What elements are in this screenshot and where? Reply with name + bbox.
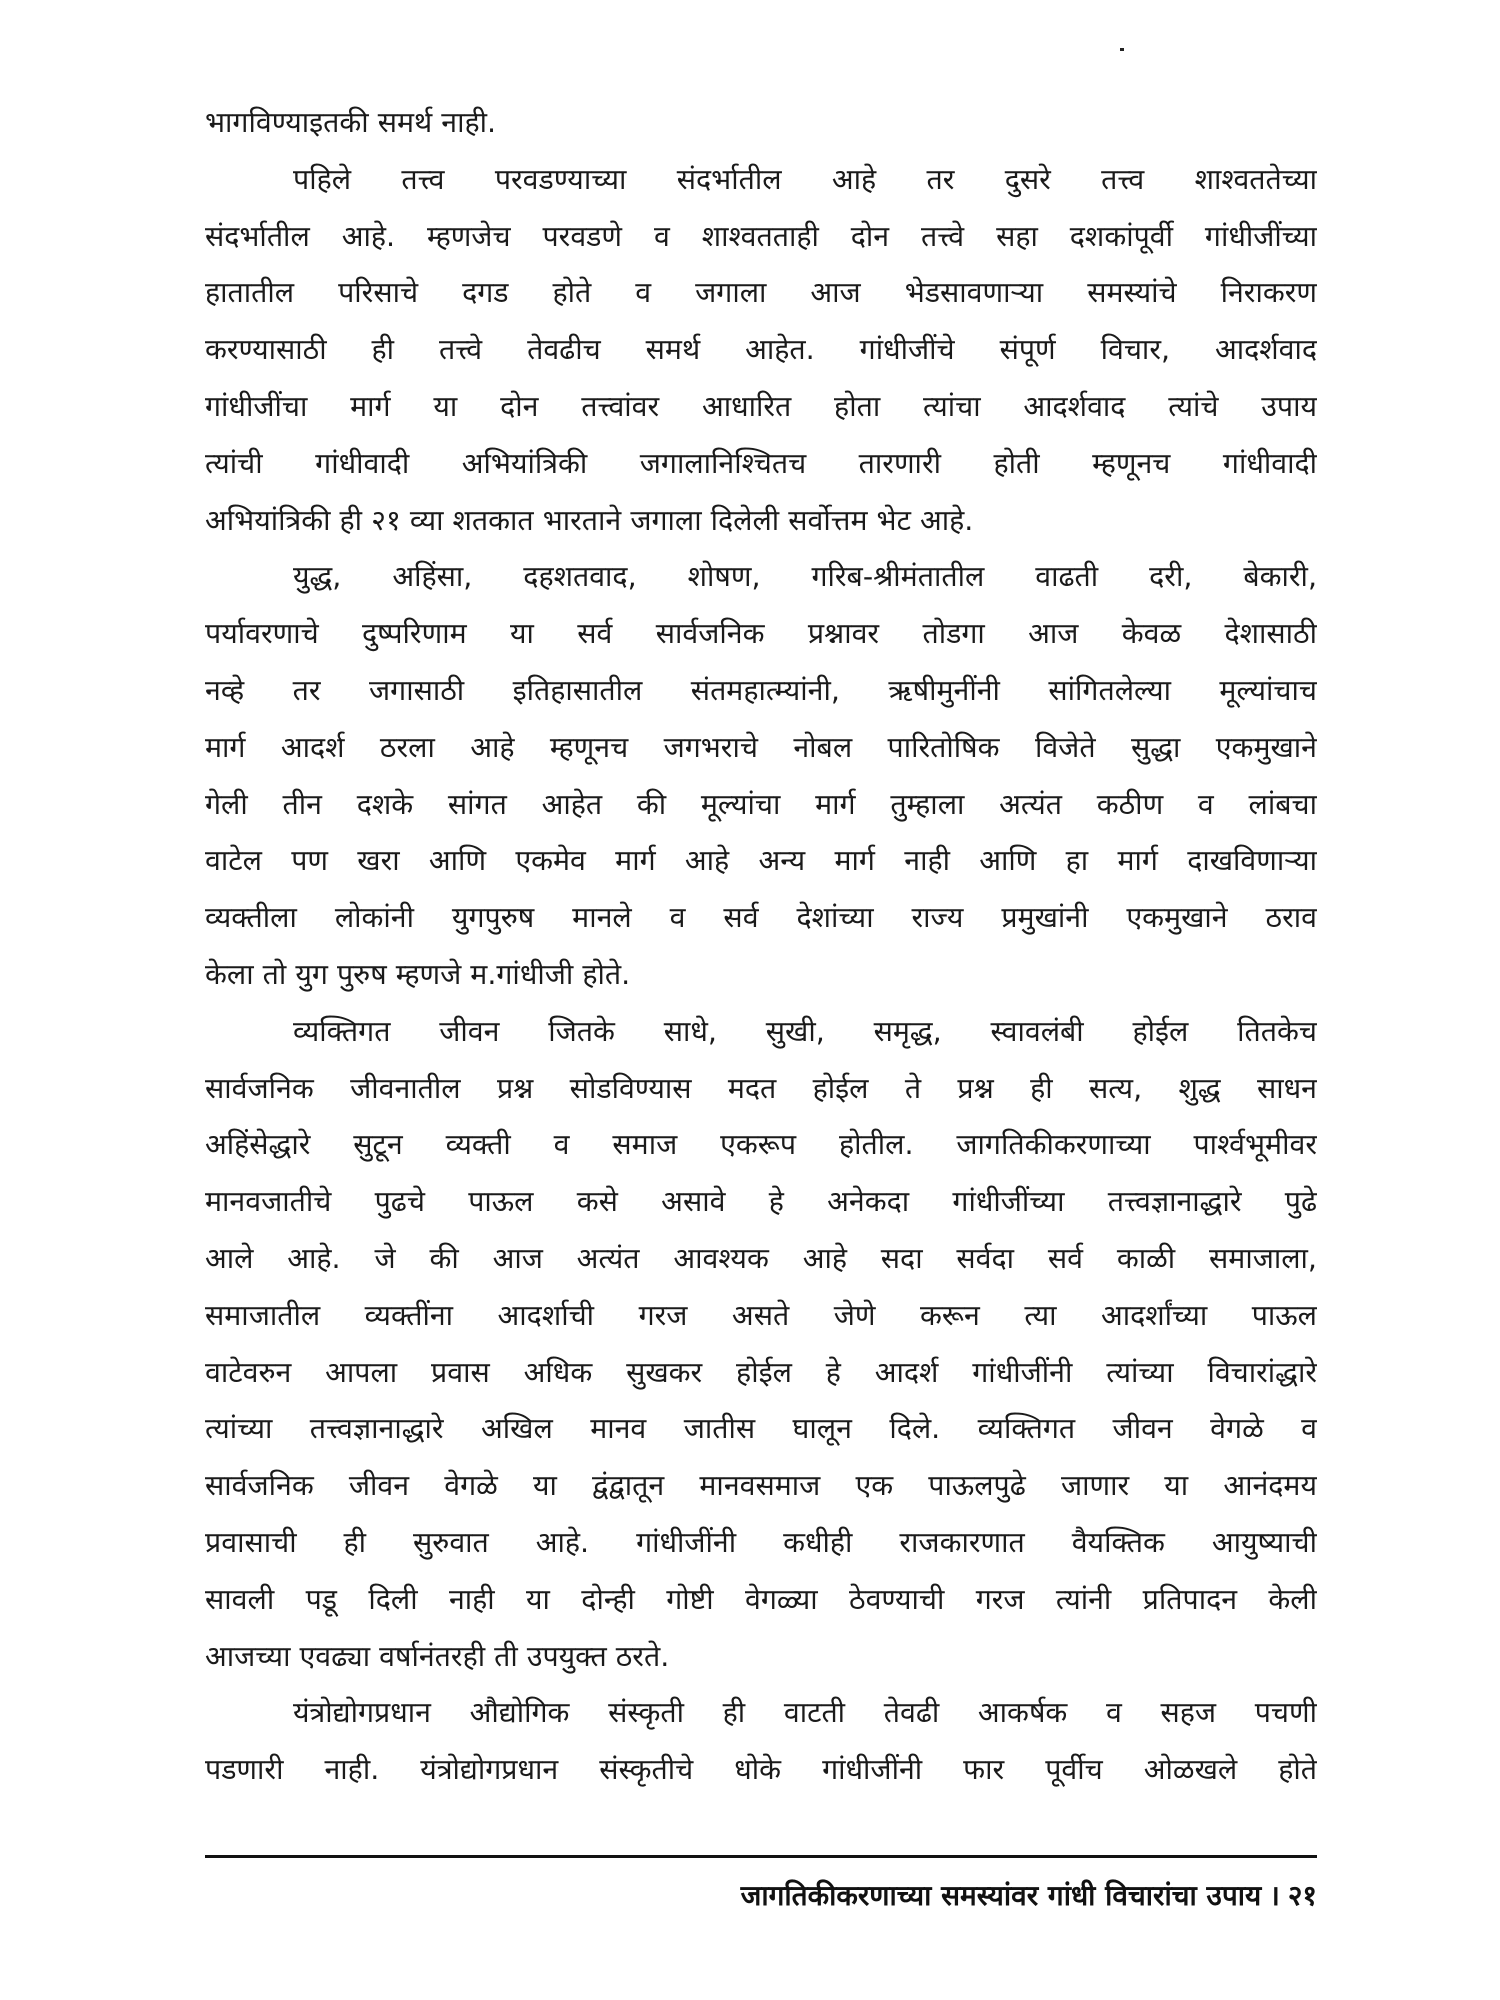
- text-line: हातातील परिसाचे दगड होते व जगाला आज भेडसावणाऱ्या समस्यांचे निराकरण: [205, 276, 1317, 310]
- text-line: मानवजातीचे पुढचे पाऊल कसे असावे हे अनेकदा गांधीजींच्या तत्त्वज्ञानाद्धारे पुढे: [205, 1185, 1317, 1219]
- text-line: पर्यावरणाचे दुष्परिणाम या सर्व सार्वजनिक प्रश्नावर तोडगा आज केवळ देशासाठी: [205, 617, 1317, 651]
- text-line: व्यक्तीला लोकांनी युगपुरुष मानले व सर्व देशांच्या राज्य प्रमुखांनी एकमुखाने ठराव: [205, 901, 1317, 935]
- paragraph-start-line: पहिले तत्त्व परवडण्याच्या संदर्भातील आहे तर दुसरे तत्त्व शाश्वततेच्या: [293, 162, 1317, 196]
- text-line: त्यांच्या तत्त्वज्ञानाद्धारे अखिल मानव जातीस घालून दिले. व्यक्तिगत जीवन वेगळे व: [205, 1412, 1317, 1446]
- footer-separator: ।: [1269, 1879, 1280, 1912]
- body-text: [205, 95, 1317, 1799]
- text-line: समाजातील व्यक्तींना आदर्शाची गरज असते जेणे करून त्या आदर्शांच्या पाऊल: [205, 1298, 1317, 1332]
- paragraph-start-line: युद्ध, अहिंसा, दहशतवाद, शोषण, गरिब-श्रीमंतातील वाढती दरी, बेकारी,: [293, 560, 1317, 594]
- running-footer: [741, 1876, 1317, 1916]
- text-line: केला तो युग पुरुष म्हणजे म.गांधीजी होते.: [205, 957, 631, 991]
- page-number: २१: [1287, 1879, 1317, 1912]
- text-line: सार्वजनिक जीवन वेगळे या द्वंद्वातून मानवसमाज एक पाऊलपुढे जाणार या आनंदमय: [205, 1469, 1317, 1503]
- text-line: गेली तीन दशके सांगत आहेत की मूल्यांचा मार्ग तुम्हाला अत्यंत कठीण व लांबचा: [205, 787, 1317, 821]
- text-line: नव्हे तर जगासाठी इतिहासातील संतमहात्म्यांनी, ऋषीमुनींनी सांगितलेल्या मूल्यांचाच: [205, 673, 1317, 707]
- text-line: वाटेवरुन आपला प्रवास अधिक सुखकर होईल हे आदर्श गांधीजींनी त्यांच्या विचारांद्धारे: [205, 1355, 1317, 1389]
- text-line: त्यांची गांधीवादी अभियांत्रिकी जगालानिश्चितच तारणारी होती म्हणूनच गांधीवादी: [205, 446, 1317, 480]
- text-line: आले आहे. जे की आज अत्यंत आवश्यक आहे सदा सर्वदा सर्व काळी समाजाला,: [205, 1241, 1317, 1275]
- text-line: संदर्भातील आहे. म्हणजेच परवडणे व शाश्वतताही दोन तत्त्वे सहा दशकांपूर्वी गांधीजींच्या: [205, 219, 1317, 253]
- text-line: अभियांत्रिकी ही २१ व्या शतकात भारताने जगाला दिलेली सर्वोत्तम भेट आहे.: [205, 503, 974, 537]
- text-line: प्रवासाची ही सुरुवात आहे. गांधीजींनी कधीही राजकारणात वैयक्तिक आयुष्याची: [205, 1525, 1317, 1559]
- text-line: मार्ग आदर्श ठरला आहे म्हणूनच जगभराचे नोबल पारितोषिक विजेते सुद्धा एकमुखाने: [205, 730, 1317, 764]
- footer-rule: [205, 1855, 1317, 1858]
- text-line: पडणारी नाही. यंत्रोद्योगप्रधान संस्कृतीचे धोके गांधीजींनी फार पूर्वीच ओळखले होते: [205, 1753, 1317, 1787]
- paragraph-start-line: व्यक्तिगत जीवन जितके साधे, सुखी, समृद्ध, स्वावलंबी होईल तितकेच: [293, 1014, 1317, 1048]
- text-line: वाटेल पण खरा आणि एकमेव मार्ग आहे अन्य मार्ग नाही आणि हा मार्ग दाखविणाऱ्या: [205, 844, 1317, 878]
- text-line: अहिंसेद्धारे सुटून व्यक्ती व समाज एकरूप होतील. जागतिकीकरणाच्या पार्श्वभूमीवर: [205, 1128, 1317, 1162]
- text-line: सावली पडू दिली नाही या दोन्ही गोष्टी वेगळ्या ठेवण्याची गरज त्यांनी प्रतिपादन केली: [205, 1582, 1317, 1616]
- text-line: भागविण्याइतकी समर्थ नाही.: [205, 106, 497, 139]
- paragraph-start-line: यंत्रोद्योगप्रधान औद्योगिक संस्कृती ही वाटती तेवढी आकर्षक व सहज पचणी: [293, 1696, 1317, 1730]
- text-line: करण्यासाठी ही तत्त्वे तेवढीच समर्थ आहेत. गांधीजींचे संपूर्ण विचार, आदर्शवाद: [205, 333, 1317, 367]
- scan-speck: [1120, 48, 1124, 51]
- text-line: आजच्या एवढ्या वर्षानंतरही ती उपयुक्त ठरते.: [205, 1639, 670, 1673]
- footer-title: जागतिकीकरणाच्या समस्यांवर गांधी विचारांचा उपाय: [740, 1879, 1262, 1912]
- text-line: सार्वजनिक जीवनातील प्रश्न सोडविण्यास मदत होईल ते प्रश्न ही सत्य, शुद्ध साधन: [205, 1071, 1317, 1105]
- text-line: गांधीजींचा मार्ग या दोन तत्त्वांवर आधारित होता त्यांचा आदर्शवाद त्यांचे उपाय: [205, 389, 1317, 423]
